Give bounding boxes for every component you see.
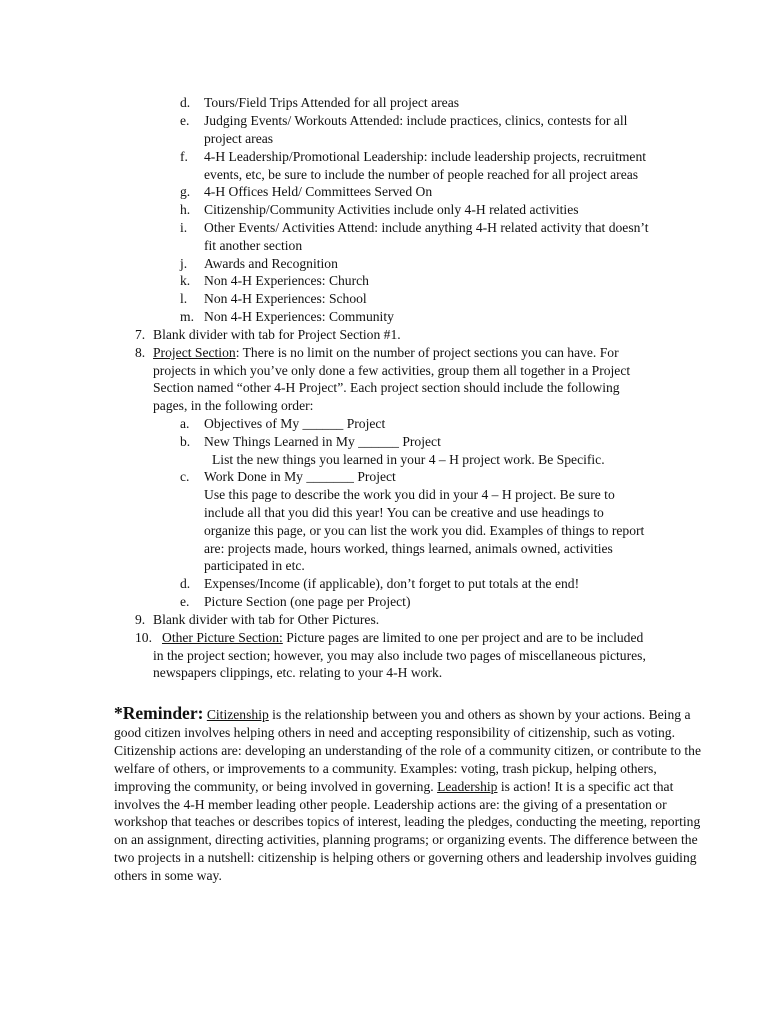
list-item-text: Picture pages are limited to one per project and are to be included (282, 630, 644, 645)
list-item-text: Tours/Field Trips Attended for all project areas (204, 95, 460, 110)
list-item-text: fit another section (204, 238, 303, 253)
project-section-paragraph (153, 344, 619, 362)
list-item-text: in the project section; however, you may also include two pages of miscellaneous pictures, (153, 648, 646, 663)
list-item-text: 4-H Leadership/Promotional Leadership: include leadership projects, recruitment (204, 149, 647, 164)
list-marker: d. (180, 576, 191, 591)
list-marker: l. (180, 291, 188, 306)
list-marker: c. (180, 469, 190, 484)
list-item-text: Expenses/Income (if applicable), don’t forget to put totals at the end! (204, 576, 580, 591)
list-marker: 10. (135, 630, 152, 645)
list-item-text: New Things Learned in My ______ Project (204, 434, 441, 449)
list-item-text: projects in which you’ve only done a few activities, group them all together in a Project (153, 363, 631, 378)
list-item-text: Awards and Recognition (204, 256, 338, 271)
list-marker: d. (180, 95, 191, 110)
list-marker: a. (180, 416, 190, 431)
list-marker: g. (180, 184, 191, 199)
list-item-note: include all that you did this year! You can be creative and use headings to (204, 505, 604, 520)
list-item-note: are: projects made, hours worked, things learned, animals owned, activities (204, 541, 613, 556)
citizenship-definition: is the relationship between you and others as shown by your actions. Being a good citizen involves helping others in need and accepting responsibility of citizenship, such as voting. Citizenship actions are: developing an understanding of the role of a community citizen, or contribute to the welfare of others, or improvements to a community. Examples: voting, trash pickup, helping others, improving the community, or being involved in governing. (114, 707, 702, 794)
leadership-term: Leadership (437, 778, 498, 794)
list-item-text: : There is no limit on the number of project sections you can have. For (235, 345, 619, 360)
list-item-text: Blank divider with tab for Project Section #1. (153, 327, 401, 342)
list-item-text: Citizenship/Community Activities include only 4-H related activities (204, 202, 579, 217)
citizenship-term: Citizenship (206, 707, 269, 722)
list-marker: 9. (135, 612, 146, 627)
project-section-heading: Project Section (153, 345, 236, 360)
list-marker: m. (180, 309, 194, 324)
list-marker: b. (180, 434, 191, 449)
list-marker: 7. (135, 327, 146, 342)
list-item-text: newspapers clippings, etc. relating to your 4-H work. (153, 665, 443, 680)
list-marker: i. (180, 220, 188, 235)
other-picture-heading: Other Picture Section: (162, 630, 283, 645)
list-item-text: Picture Section (one page per Project) (204, 594, 411, 609)
list-item-text: Non 4-H Experiences: Church (204, 273, 369, 288)
list-marker: e. (180, 113, 190, 128)
list-item-text: Other Events/ Activities Attend: include anything 4-H related activity that doesn’t (204, 220, 649, 235)
list-item-note: organize this page, or you can list the work you did. Examples of things to report (204, 523, 645, 538)
list-item-text: 4-H Offices Held/ Committees Served On (204, 184, 433, 199)
list-item-text: Non 4-H Experiences: Community (204, 309, 394, 324)
list-marker: j. (180, 256, 188, 271)
list-marker: h. (180, 202, 191, 217)
reminder-paragraph (114, 705, 714, 885)
list-marker: f. (180, 149, 188, 164)
list-item-text: project areas (204, 131, 274, 146)
list-item-text: pages, in the following order: (153, 398, 314, 413)
list-item-note: Use this page to describe the work you did in your 4 – H project. Be sure to (204, 487, 615, 502)
list-item-text: Blank divider with tab for Other Pictures. (153, 612, 380, 627)
list-item-text: Work Done in My _______ Project (204, 469, 396, 484)
list-item-text: Section named “other 4-H Project”. Each project section should include the following (153, 380, 620, 395)
list-item-note: participated in etc. (204, 558, 305, 573)
reminder-label: *Reminder: (114, 703, 204, 723)
list-item-text: events, etc, be sure to include the number of people reached for all project areas (204, 167, 639, 182)
list-item-text: Objectives of My ______ Project (204, 416, 386, 431)
list-marker: 8. (135, 345, 146, 360)
leadership-definition: is action! It is a specific act that involves the 4-H member leading other people. Leadership actions are: the giving of a presentation or workshop that teaches or describes topics of interest, leading the pledges, conducting the meeting, reporting on an assignment, directing activities, planning programs; or organizing events. The difference between the two projects in a nutshell: citizenship is helping others or governing others and leadership involves guiding others in some way. (114, 778, 701, 884)
list-marker: e. (180, 594, 190, 609)
other-picture-paragraph (162, 629, 643, 647)
list-marker: k. (180, 273, 191, 288)
list-item-text: Judging Events/ Workouts Attended: include practices, clinics, contests for all (204, 113, 628, 128)
list-item-note: List the new things you learned in your 4 – H project work. Be Specific. (212, 452, 605, 467)
list-item-text: Non 4-H Experiences: School (204, 291, 367, 306)
